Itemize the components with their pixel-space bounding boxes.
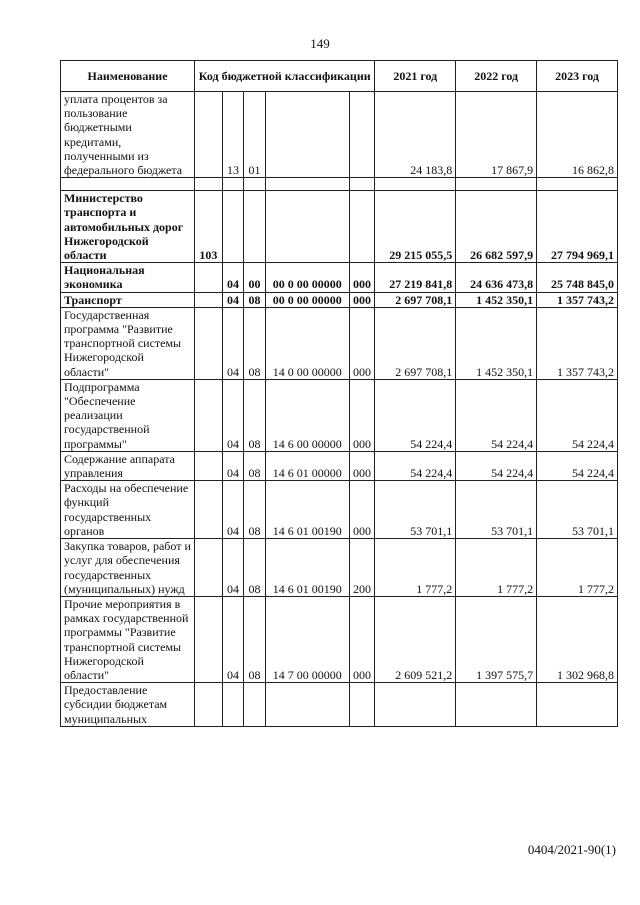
- header-name: Наименование: [61, 61, 195, 92]
- row-code-expense-type: [349, 683, 375, 727]
- row-value-2022: [456, 683, 537, 727]
- row-code-ministry: [195, 539, 223, 597]
- row-value-2023: 1 302 968,8: [537, 596, 618, 682]
- row-code-target: 14 6 01 00190: [265, 539, 349, 597]
- row-code-expense-type: 200: [349, 539, 375, 597]
- row-code-section: [222, 191, 243, 263]
- row-code-subsection: 00: [244, 263, 265, 292]
- row-code-ministry: [195, 292, 223, 307]
- row-code-ministry: [195, 451, 223, 480]
- row-code-section: 04: [222, 292, 243, 307]
- row-name: Предоставление субсидии бюджетам муниципальных: [61, 683, 195, 727]
- row-code-target: 00 0 00 00000: [265, 263, 349, 292]
- row-code-ministry: [195, 481, 223, 539]
- row-name: уплата процентов за пользование бюджетными кредитами, полученными из федерального бюджета: [61, 92, 195, 178]
- row-value-2023: 54 224,4: [537, 451, 618, 480]
- table-header-row: [61, 61, 618, 92]
- header-2021: 2021 год: [375, 61, 456, 92]
- row-value-2021: 27 219 841,8: [375, 263, 456, 292]
- row-code-target: 14 6 00 00000: [265, 379, 349, 451]
- row-code-section: 04: [222, 379, 243, 451]
- row-code-expense-type: 000: [349, 481, 375, 539]
- row-code-expense-type: 000: [349, 307, 375, 379]
- row-code-section: 04: [222, 451, 243, 480]
- row-value-2023: 54 224,4: [537, 379, 618, 451]
- row-value-2021: 24 183,8: [375, 92, 456, 178]
- row-value-2022: 17 867,9: [456, 92, 537, 178]
- row-code-target: 14 7 00 00000: [265, 596, 349, 682]
- table-row: [61, 596, 618, 682]
- row-value-2021: [375, 683, 456, 727]
- row-code-subsection: 08: [244, 451, 265, 480]
- row-code-section: 04: [222, 539, 243, 597]
- row-name: Национальная экономика: [61, 263, 195, 292]
- row-code-expense-type: 000: [349, 596, 375, 682]
- row-code-subsection: [244, 191, 265, 263]
- row-code-target: [265, 191, 349, 263]
- row-value-2022: 1 777,2: [456, 539, 537, 597]
- row-name: Транспорт: [61, 292, 195, 307]
- row-value-2022: 24 636 473,8: [456, 263, 537, 292]
- row-code-target: 14 6 01 00190: [265, 481, 349, 539]
- row-code-section: 04: [222, 481, 243, 539]
- row-name: Содержание аппарата управления: [61, 451, 195, 480]
- spacer-row: [61, 178, 618, 191]
- row-code-subsection: 08: [244, 596, 265, 682]
- row-value-2022: 26 682 597,9: [456, 191, 537, 263]
- table-row: [61, 539, 618, 597]
- table-row: [61, 191, 618, 263]
- table-row: [61, 263, 618, 292]
- page-number: 149: [310, 36, 330, 51]
- row-code-ministry: [195, 379, 223, 451]
- row-code-section: 04: [222, 263, 243, 292]
- row-code-ministry: [195, 263, 223, 292]
- row-value-2023: 25 748 845,0: [537, 263, 618, 292]
- row-code-subsection: 08: [244, 307, 265, 379]
- row-code-target: 14 0 00 00000: [265, 307, 349, 379]
- header-2022: 2022 год: [456, 61, 537, 92]
- row-value-2021: 54 224,4: [375, 379, 456, 451]
- row-code-section: 13: [222, 92, 243, 178]
- row-code-section: [222, 683, 243, 727]
- header-2023: 2023 год: [537, 61, 618, 92]
- row-code-section: 04: [222, 596, 243, 682]
- row-value-2023: [537, 683, 618, 727]
- budget-table: [60, 60, 618, 727]
- row-value-2023: 1 777,2: [537, 539, 618, 597]
- table-row: [61, 683, 618, 727]
- row-code-ministry: [195, 683, 223, 727]
- row-value-2021: 1 777,2: [375, 539, 456, 597]
- row-value-2023: 1 357 743,2: [537, 307, 618, 379]
- table-row: [61, 451, 618, 480]
- row-code-target: 00 0 00 00000: [265, 292, 349, 307]
- header-code: Код бюджетной классификации: [195, 61, 375, 92]
- row-code-expense-type: [349, 92, 375, 178]
- row-code-target: 14 6 01 00000: [265, 451, 349, 480]
- row-code-target: [265, 92, 349, 178]
- table-row: [61, 307, 618, 379]
- row-value-2023: 53 701,1: [537, 481, 618, 539]
- row-code-expense-type: 000: [349, 292, 375, 307]
- row-value-2022: 1 397 575,7: [456, 596, 537, 682]
- row-code-subsection: 08: [244, 379, 265, 451]
- table-row: [61, 292, 618, 307]
- table-row: [61, 481, 618, 539]
- document-code: 0404/2021-90(1): [527, 842, 616, 857]
- row-code-subsection: 08: [244, 481, 265, 539]
- table-row: [61, 92, 618, 178]
- row-code-ministry: [195, 307, 223, 379]
- row-code-subsection: 08: [244, 539, 265, 597]
- row-code-ministry: 103: [195, 191, 223, 263]
- row-name: Министерство транспорта и автомобильных дорог Нижегородской области: [61, 191, 195, 263]
- row-value-2021: 2 609 521,2: [375, 596, 456, 682]
- row-value-2023: 16 862,8: [537, 92, 618, 178]
- row-value-2022: 54 224,4: [456, 451, 537, 480]
- row-code-expense-type: [349, 191, 375, 263]
- row-name: Подпрограмма "Обеспечение реализации государственной программы": [61, 379, 195, 451]
- row-code-expense-type: 000: [349, 263, 375, 292]
- row-code-section: 04: [222, 307, 243, 379]
- row-code-expense-type: 000: [349, 379, 375, 451]
- row-name: Государственная программа "Развитие транспортной системы Нижегородской области": [61, 307, 195, 379]
- row-name: Закупка товаров, работ и услуг для обеспечения государственных (муниципальных) нужд: [61, 539, 195, 597]
- row-value-2022: 1 452 350,1: [456, 292, 537, 307]
- row-value-2021: 29 215 055,5: [375, 191, 456, 263]
- row-code-subsection: 01: [244, 92, 265, 178]
- row-value-2021: 53 701,1: [375, 481, 456, 539]
- row-value-2023: 27 794 969,1: [537, 191, 618, 263]
- row-code-subsection: 08: [244, 292, 265, 307]
- row-value-2021: 2 697 708,1: [375, 292, 456, 307]
- row-code-ministry: [195, 92, 223, 178]
- row-code-ministry: [195, 596, 223, 682]
- row-value-2022: 1 452 350,1: [456, 307, 537, 379]
- row-code-expense-type: 000: [349, 451, 375, 480]
- table-row: [61, 379, 618, 451]
- row-value-2022: 54 224,4: [456, 379, 537, 451]
- row-value-2021: 54 224,4: [375, 451, 456, 480]
- row-value-2022: 53 701,1: [456, 481, 537, 539]
- row-name: Расходы на обеспечение функций государственных органов: [61, 481, 195, 539]
- row-value-2021: 2 697 708,1: [375, 307, 456, 379]
- row-name: Прочие мероприятия в рамках государственной программы "Развитие транспортной системы Нижегородской области": [61, 596, 195, 682]
- row-code-target: [265, 683, 349, 727]
- row-value-2023: 1 357 743,2: [537, 292, 618, 307]
- row-code-subsection: [244, 683, 265, 727]
